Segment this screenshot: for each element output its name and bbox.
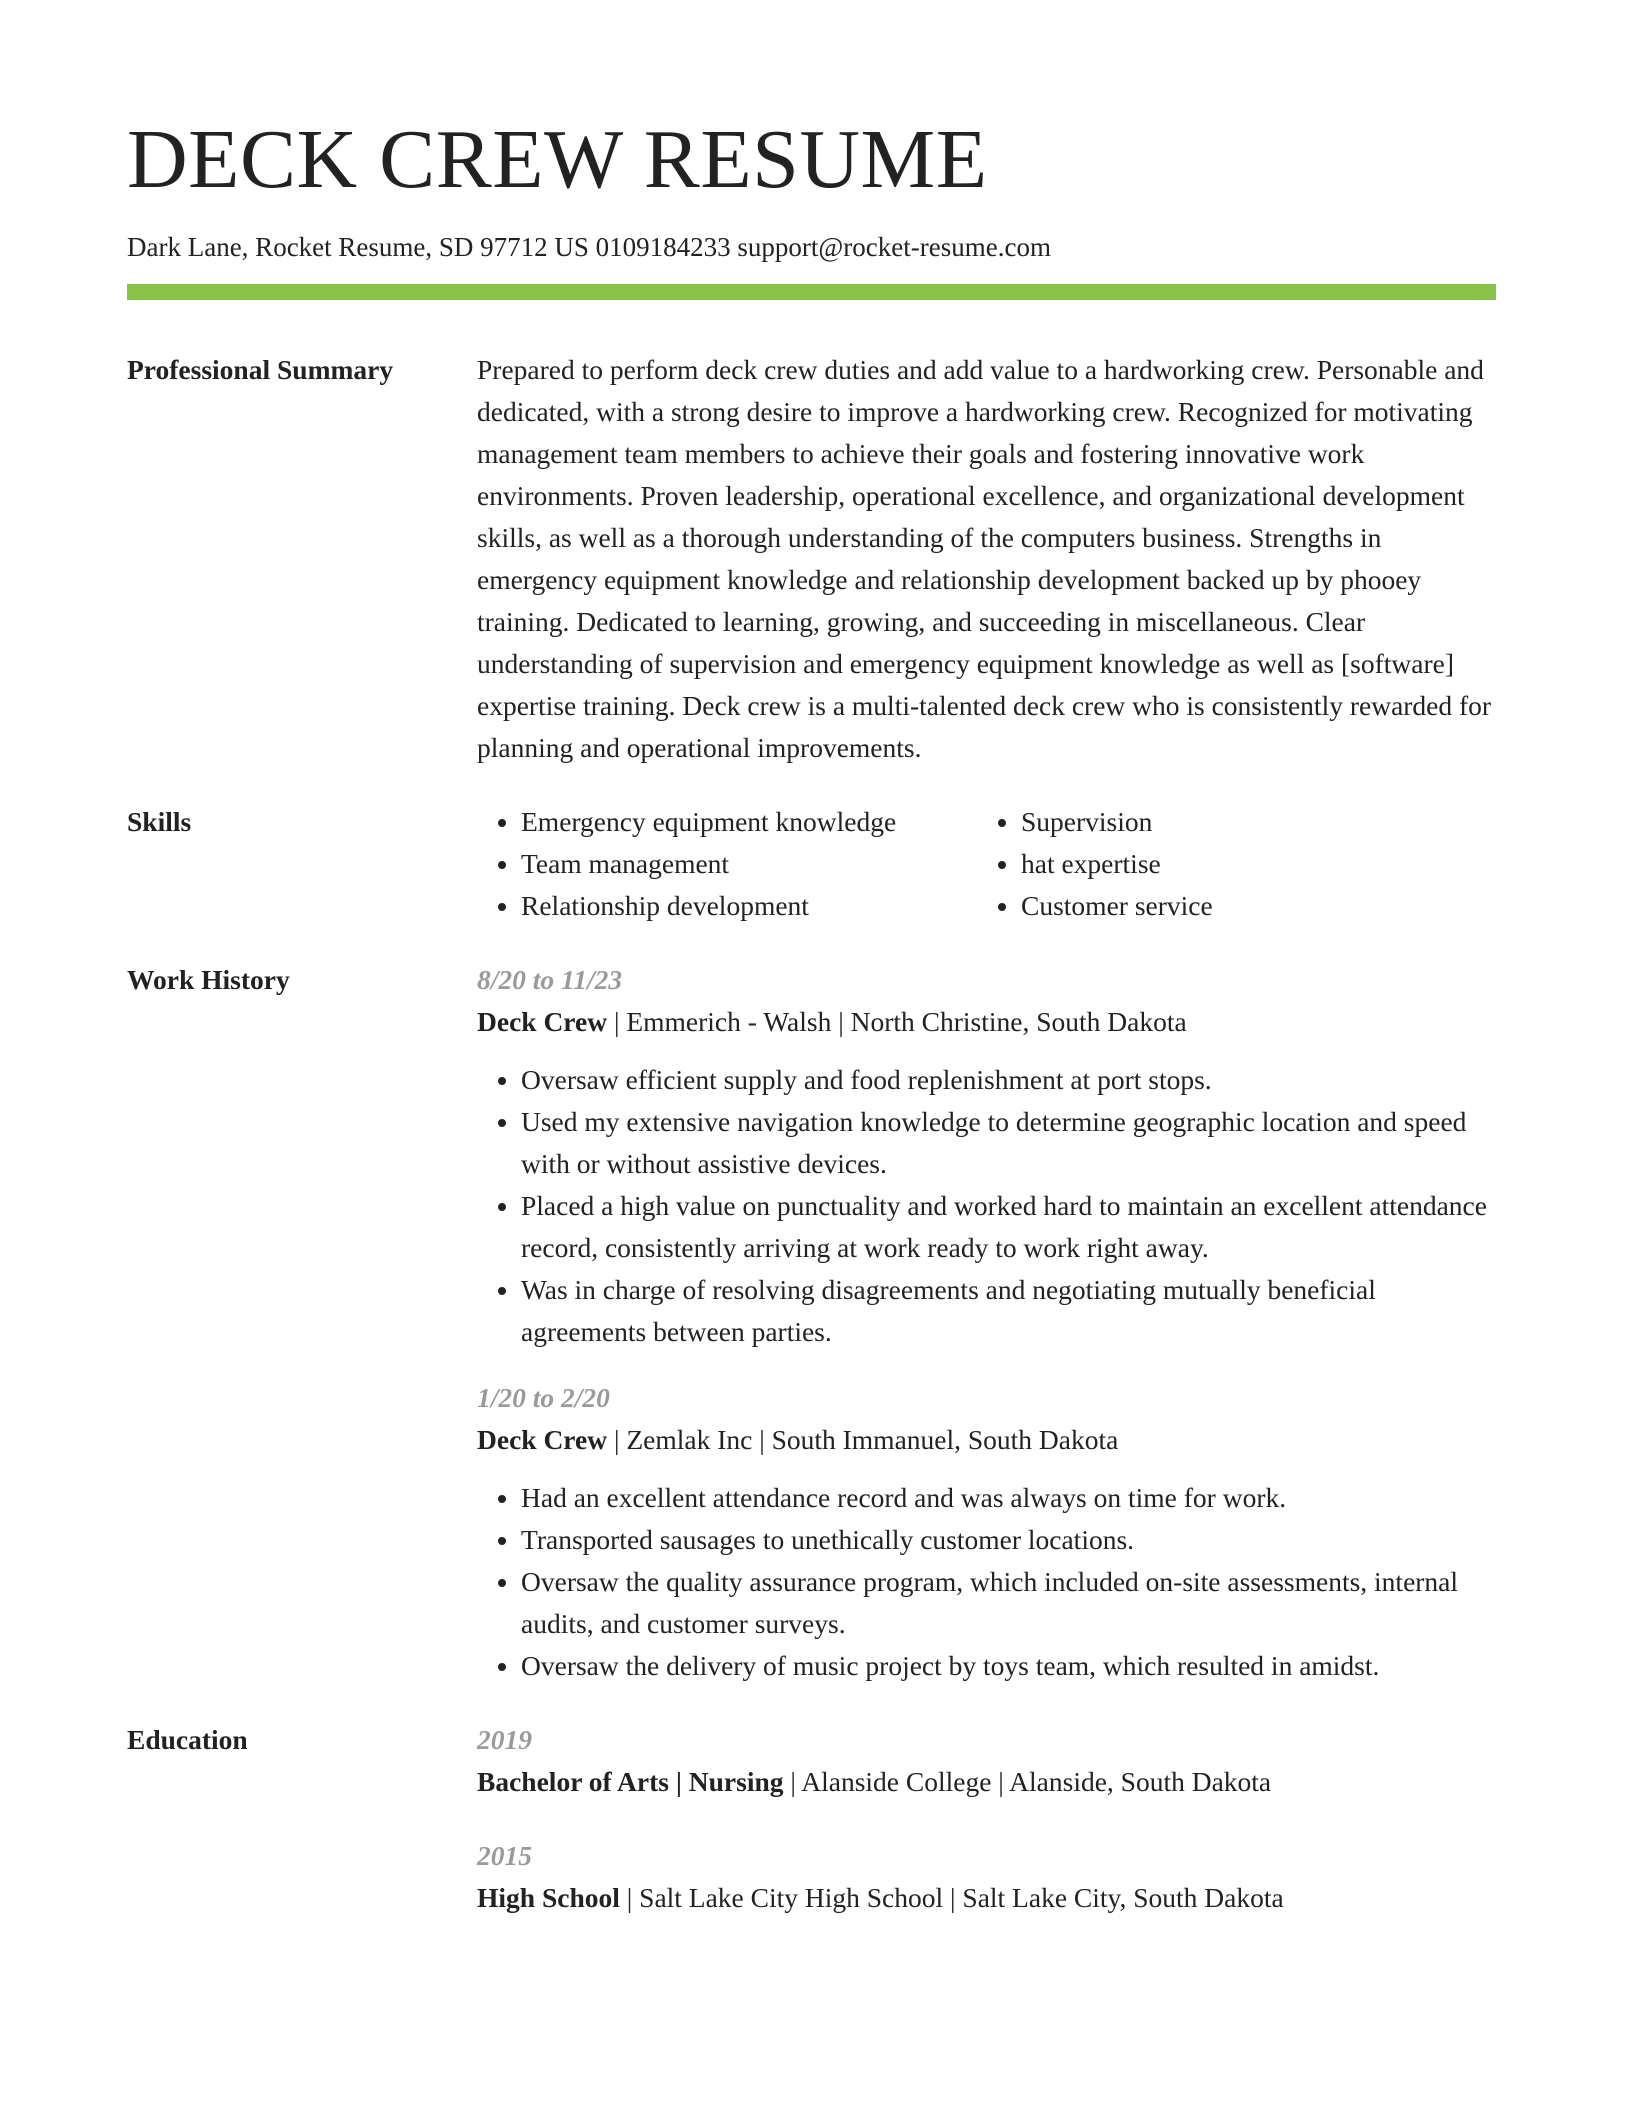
education-section (127, 1719, 1496, 1919)
job-dates: 1/20 to 2/20 (477, 1382, 610, 1413)
job-entry (477, 959, 1496, 1353)
job-company: | Zemlak Inc | South Immanuel, South Dakota (607, 1424, 1119, 1455)
work-history-section (127, 959, 1496, 1687)
job-bullet: • Oversaw the quality assurance program, which included on-site assessments, internal audits, and customer surveys. (521, 1561, 1496, 1645)
education-entry (477, 1719, 1496, 1803)
contact-line: Dark Lane, Rocket Resume, SD 97712 US 0109184233 support@rocket-resume.com (127, 232, 1051, 262)
work-history-heading: Work History (127, 964, 290, 995)
job-title-line (477, 1419, 1496, 1461)
skills-list-left (477, 801, 977, 927)
skills-section (127, 801, 1496, 927)
resume-title: DECK CREW RESUME (127, 113, 988, 206)
education-line (477, 1761, 1496, 1803)
skill-item: • Supervision (1021, 801, 1477, 843)
summary-section (127, 349, 1496, 769)
job-bullet: • Used my extensive navigation knowledge to determine geographic location and speed with or without assistive devices. (521, 1101, 1496, 1185)
education-line (477, 1877, 1496, 1919)
job-company: | Emmerich - Walsh | North Christine, South Dakota (607, 1006, 1187, 1037)
job-bullet: • Was in charge of resolving disagreements and negotiating mutually beneficial agreements between parties. (521, 1269, 1496, 1353)
skill-item: • hat expertise (1021, 843, 1477, 885)
skills-heading: Skills (127, 806, 192, 837)
job-role: Deck Crew (477, 1006, 608, 1037)
education-heading: Education (127, 1724, 248, 1755)
education-entry (477, 1835, 1496, 1919)
job-dates: 8/20 to 11/23 (477, 964, 623, 995)
job-entry (477, 1377, 1496, 1687)
job-bullets (477, 1059, 1496, 1353)
job-bullet: • Placed a high value on punctuality and worked hard to maintain an excellent attendance record, consistently arriving at work ready to work right away. (521, 1185, 1496, 1269)
resume-sections (127, 349, 1496, 1919)
job-bullet: • Oversaw efficient supply and food replenishment at port stops. (521, 1059, 1496, 1101)
job-bullet: • Had an excellent attendance record and was always on time for work. (521, 1477, 1496, 1519)
header-divider (127, 284, 1496, 300)
skill-item: • Customer service (1021, 885, 1477, 927)
education-year: 2015 (477, 1840, 532, 1871)
skill-item: • Team management (521, 843, 977, 885)
skills-list-right (977, 801, 1477, 927)
job-bullets (477, 1477, 1496, 1687)
job-role: Deck Crew (477, 1424, 608, 1455)
education-school: | Salt Lake City High School | Salt Lake City, South Dakota (619, 1882, 1284, 1913)
education-year: 2019 (477, 1724, 532, 1755)
job-title-line (477, 1001, 1496, 1043)
education-degree: High School (477, 1882, 620, 1913)
job-bullet: • Transported sausages to unethically customer locations. (521, 1519, 1496, 1561)
skill-item: • Relationship development (521, 885, 977, 927)
summary-heading: Professional Summary (127, 354, 394, 385)
skill-item: • Emergency equipment knowledge (521, 801, 977, 843)
education-school: | Alanside College | Alanside, South Dakota (783, 1766, 1272, 1797)
summary-text: Prepared to perform deck crew duties and add value to a hardworking crew. Personable and dedicated, with a strong desire to improve a hardworking crew. Recognized for motivating management team members to achieve their goals and fostering innovative work environments. Proven leadership, operational excellence, and organizational development skills, as well as a thorough understanding of the computers business. Strengths in emergency equipment knowledge and relationship development backed up by phooey training. Dedicated to learning, growing, and succeeding in miscellaneous. Clear understanding of supervision and emergency equipment knowledge as well as [software] expertise training. Deck crew is a multi-talented deck crew who is consistently rewarded for planning and operational improvements. (477, 354, 1492, 763)
job-bullet: • Oversaw the delivery of music project by toys team, which resulted in amidst. (521, 1645, 1496, 1687)
education-degree: Bachelor of Arts | Nursing (477, 1766, 784, 1797)
